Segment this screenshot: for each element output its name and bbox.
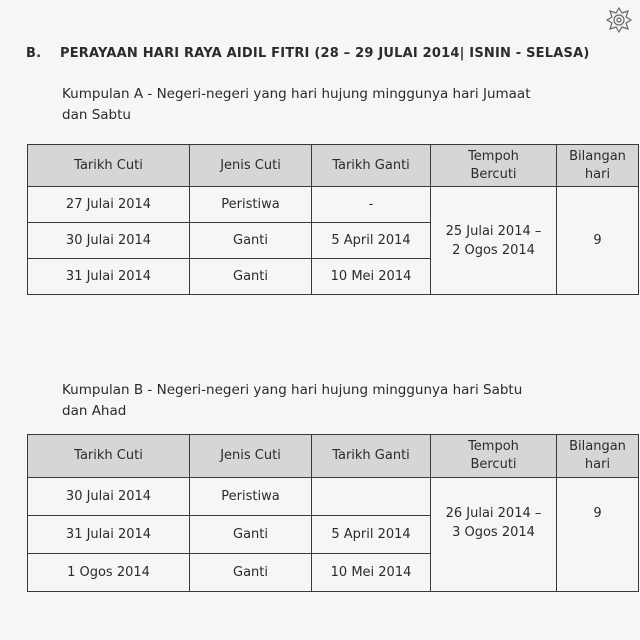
cell-tarikh-ganti: 10 Mei 2014 <box>312 259 431 295</box>
header-tempoh-line-2: Bercuti <box>470 457 517 472</box>
header-bilangan-line-2: hari <box>584 457 611 472</box>
group-b-label-line-2: dan Ahad <box>62 403 127 419</box>
section-letter: B. <box>26 46 42 61</box>
group-b-label-line-1: Kumpulan B - Negeri-negeri yang hari hujung minggunya hari Sabtu <box>62 382 523 398</box>
cell-tempoh-bercuti <box>431 187 557 295</box>
tempoh-line-1: 25 Julai 2014 – <box>445 223 542 239</box>
ornament-logo-icon <box>605 6 633 34</box>
cell-jenis-cuti: Ganti <box>190 516 312 554</box>
cell-jenis-cuti: Ganti <box>190 223 312 259</box>
group-b-label <box>62 380 622 422</box>
header-bilangan-line-1: Bilangan <box>569 148 626 164</box>
header-bilangan-hari <box>557 145 639 187</box>
group-a-label <box>62 84 622 126</box>
cell-jenis-cuti: Ganti <box>190 259 312 295</box>
cell-tarikh-ganti: 5 April 2014 <box>312 223 431 259</box>
section-title: PERAYAAN HARI RAYA AIDIL FITRI (28 – 29 JULAI 2014| ISNIN - SELASA) <box>60 46 590 61</box>
header-tarikh-cuti: Tarikh Cuti <box>28 435 190 478</box>
table-row <box>28 478 639 516</box>
tempoh-line-2: 3 Ogos 2014 <box>452 525 535 540</box>
header-jenis-cuti: Jenis Cuti <box>190 435 312 478</box>
table-row <box>28 187 639 223</box>
cell-jenis-cuti: Peristiwa <box>190 478 312 516</box>
group-a-label-line-2: dan Sabtu <box>62 107 131 123</box>
cell-tarikh-ganti: 10 Mei 2014 <box>312 554 431 592</box>
cell-tarikh-cuti: 30 Julai 2014 <box>28 478 190 516</box>
cell-bilangan-hari: 9 <box>557 478 639 592</box>
cell-tarikh-cuti: 1 Ogos 2014 <box>28 554 190 592</box>
header-bilangan-line-1: Bilangan <box>569 439 626 454</box>
cell-tarikh-cuti: 30 Julai 2014 <box>28 223 190 259</box>
cell-tempoh-bercuti <box>431 478 557 592</box>
cell-tarikh-cuti: 31 Julai 2014 <box>28 516 190 554</box>
cell-tarikh-ganti <box>312 478 431 516</box>
table-header-row <box>28 435 639 478</box>
header-tarikh-ganti: Tarikh Ganti <box>312 435 431 478</box>
group-a-table <box>27 144 639 295</box>
header-tempoh-bercuti <box>431 435 557 478</box>
section-heading <box>26 46 622 61</box>
header-bilangan-hari <box>557 435 639 478</box>
header-tempoh-bercuti <box>431 145 557 187</box>
cell-tarikh-cuti: 27 Julai 2014 <box>28 187 190 223</box>
cell-tarikh-ganti: 5 April 2014 <box>312 516 431 554</box>
header-tempoh-line-2: Bercuti <box>470 166 517 182</box>
header-tarikh-cuti: Tarikh Cuti <box>28 145 190 187</box>
cell-tarikh-cuti: 31 Julai 2014 <box>28 259 190 295</box>
cell-jenis-cuti: Ganti <box>190 554 312 592</box>
header-tempoh-line-1: Tempoh <box>468 148 519 164</box>
cell-jenis-cuti: Peristiwa <box>190 187 312 223</box>
cell-tarikh-ganti: - <box>312 187 431 223</box>
header-jenis-cuti: Jenis Cuti <box>190 145 312 187</box>
tempoh-line-2: 2 Ogos 2014 <box>452 242 535 258</box>
header-tarikh-ganti: Tarikh Ganti <box>312 145 431 187</box>
table-header-row <box>28 145 639 187</box>
cell-bilangan-hari: 9 <box>557 187 639 295</box>
group-a-label-line-1: Kumpulan A - Negeri-negeri yang hari hujung minggunya hari Jumaat <box>62 86 531 102</box>
group-b-table <box>27 434 639 592</box>
header-bilangan-line-2: hari <box>584 166 611 182</box>
tempoh-line-1: 26 Julai 2014 – <box>445 506 542 521</box>
header-tempoh-line-1: Tempoh <box>468 439 519 454</box>
